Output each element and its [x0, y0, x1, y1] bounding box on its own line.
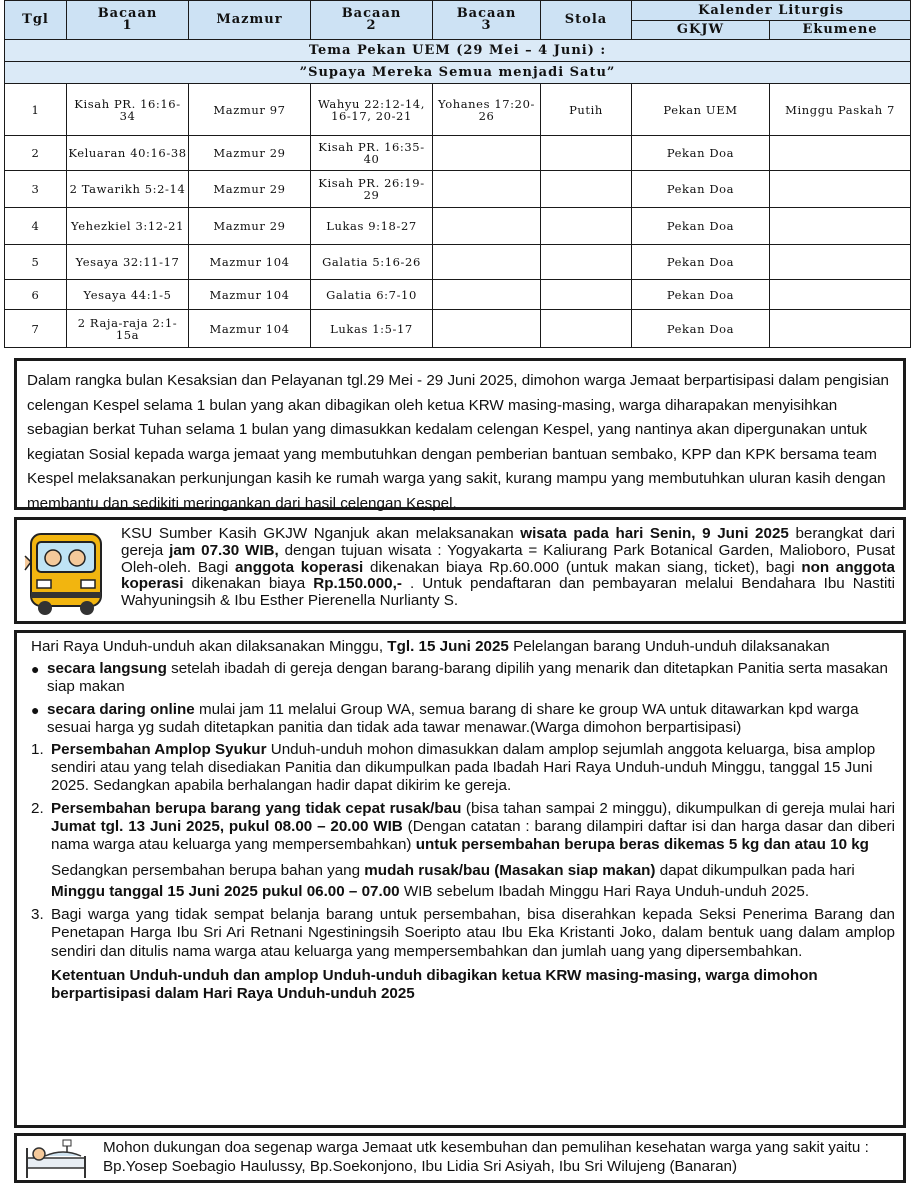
- cell-bacaan1: Kisah PR. 16:16-34: [67, 84, 189, 136]
- cell-mazmur: Mazmur 97: [189, 84, 311, 136]
- cell-bacaan2: Kisah PR. 26:19-29: [311, 171, 433, 208]
- school-bus-icon: [23, 526, 107, 618]
- cell-bacaan1: 2 Raja-raja 2:1-15a: [67, 310, 189, 348]
- table-row: [5, 245, 911, 280]
- cell-ekumene: [770, 136, 911, 171]
- table-row: [5, 280, 911, 310]
- cell-gkjw: Pekan Doa: [632, 171, 770, 208]
- liturgy-table: [4, 0, 911, 348]
- cell-bacaan2: Lukas 9:18-27: [311, 208, 433, 245]
- cell-bacaan2: Lukas 1:5-17: [311, 310, 433, 348]
- wisata-announcement: [14, 517, 906, 624]
- cell-bacaan1: Yehezkiel 3:12-21: [67, 208, 189, 245]
- header-bacaan-1: Bacaan 1: [67, 1, 189, 40]
- unduh-unduh-announcement: [14, 630, 906, 1128]
- cell-bacaan3: [433, 280, 541, 310]
- cell-tgl: 6: [5, 280, 67, 310]
- cell-stola: [541, 310, 632, 348]
- header-ekumene: Ekumene: [770, 21, 911, 40]
- cell-tgl: 4: [5, 208, 67, 245]
- cell-stola: [541, 136, 632, 171]
- cell-gkjw: Pekan Doa: [632, 136, 770, 171]
- theme-title: Tema Pekan UEM (29 Mei – 4 Juni) :: [5, 40, 911, 62]
- cell-bacaan2: Wahyu 22:12-14, 16-17, 20-21: [311, 84, 433, 136]
- cell-ekumene: [770, 208, 911, 245]
- cell-tgl: 2: [5, 136, 67, 171]
- cell-ekumene: [770, 310, 911, 348]
- cell-bacaan2: Galatia 6:7-10: [311, 280, 433, 310]
- cell-gkjw: Pekan Doa: [632, 208, 770, 245]
- cell-bacaan1: Keluaran 40:16-38: [67, 136, 189, 171]
- theme-quote: ”Supaya Mereka Semua menjadi Satu”: [5, 62, 911, 84]
- table-row: [5, 310, 911, 348]
- table-row: [5, 171, 911, 208]
- cell-stola: Putih: [541, 84, 632, 136]
- doa-announcement: [14, 1133, 906, 1183]
- header-bacaan-3: Bacaan 3: [433, 1, 541, 40]
- cell-bacaan3: [433, 208, 541, 245]
- unduh-intro: Hari Raya Unduh-unduh akan dilaksanakan Minggu, Tgl. 15 Juni 2025 Pelelangan barang Unduh-unduh dilaksanakan: [31, 638, 830, 655]
- cell-gkjw: Pekan Doa: [632, 245, 770, 280]
- cell-stola: [541, 280, 632, 310]
- sick-bed-icon: [23, 1138, 91, 1180]
- table-row: [5, 84, 911, 136]
- cell-stola: [541, 171, 632, 208]
- cell-bacaan3: Yohanes 17:20-26: [433, 84, 541, 136]
- table-row: [5, 208, 911, 245]
- cell-gkjw: Pekan UEM: [632, 84, 770, 136]
- cell-mazmur: Mazmur 29: [189, 136, 311, 171]
- cell-bacaan1: Yesaya 44:1-5: [67, 280, 189, 310]
- cell-bacaan3: [433, 136, 541, 171]
- kespel-announcement: [14, 358, 906, 510]
- cell-mazmur: Mazmur 29: [189, 208, 311, 245]
- wisata-text: KSU Sumber Kasih GKJW Nganjuk akan melaksanakan wisata pada hari Senin, 9 Juni 2025 berangkat dari gereja jam 07.30 WIB, dengan tujuan wisata : Yogyakarta = Kaliurang Park Botanical Garden, Malioboro, Pusat Oleh-oleh. Bagi anggota koperasi dikenakan biaya Rp.60.000 (untuk makan siang, ticket), bagi non anggota koperasi dikenakan biaya Rp.150.000,- . Untuk pendaftaran dan pembayaran melalui Bendahara Ibu Nastiti Wahyuningsih & Ibu Esther Pierenella Nurlianty S.: [121, 525, 895, 610]
- cell-mazmur: Mazmur 104: [189, 310, 311, 348]
- item-barang-masakan: Sedangkan persembahan berupa bahan yang mudah rusak/bau (Masakan siap makan) dapat dikumpulkan pada hari Minggu tanggal 15 Juni 2025 pukul 06.00 – 07.00 WIB sebelum Ibadah Minggu Hari Raya Unduh-unduh 2025.: [51, 862, 855, 901]
- cell-bacaan3: [433, 245, 541, 280]
- cell-bacaan3: [433, 310, 541, 348]
- cell-tgl: 5: [5, 245, 67, 280]
- bullet-langsung: ● secara langsung setelah ibadah di gereja dengan barang-barang dipilih yang menarik dan ditetapkan Panitia serta masakan siap makan: [31, 660, 888, 696]
- header-mazmur: Mazmur: [189, 1, 311, 40]
- cell-tgl: 7: [5, 310, 67, 348]
- cell-stola: [541, 245, 632, 280]
- cell-stola: [541, 208, 632, 245]
- cell-mazmur: Mazmur 104: [189, 280, 311, 310]
- header-stola: Stola: [541, 1, 632, 40]
- cell-bacaan2: Kisah PR. 16:35-40: [311, 136, 433, 171]
- header-bacaan-2: Bacaan 2: [311, 1, 433, 40]
- unduh-closing: Ketentuan Unduh-unduh dan amplop Unduh-unduh dibagikan ketua KRW masing-masing, warga dimohon berpartisipasi dalam Hari Raya Unduh-unduh 2025: [51, 966, 818, 1003]
- cell-bacaan3: [433, 171, 541, 208]
- table-row: [5, 136, 911, 171]
- item-amplop-syukur: 1. Persembahan Amplop Syukur Unduh-unduh mohon dimasukkan dalam amplop sejumlah anggota keluarga, bisa amplop sendiri atau yang telah disediakan Panitia dan dikumpulkan pada Ibadah Hari Raya Unduh-unduh Minggu, tanggal 15 Juni 2025. Sedangkan apabila berhalangan hadir dapat dikirim ke gereja.: [31, 741, 876, 795]
- cell-gkjw: Pekan Doa: [632, 280, 770, 310]
- kespel-text: Dalam rangka bulan Kesaksian dan Pelayanan tgl.29 Mei - 29 Juni 2025, dimohon warga Jemaat berpartisipasi dalam pengisian celengan Kespel selama 1 bulan yang akan dibagikan oleh ketua KRW masing-masing, warga diharapakan menyisihkan sebagian berkat Tuhan selama 1 bulan yang dimasukkan kedalam celengan Kespel, yang nantinya akan dipergunakan untuk kegiatan Sosial kepada warga jemaat yang membutuhkan dengan pemberian bantuan sembako, KPP dan KPK bersama team Kespel melaksanakan perkunjungan kasih ke rumah warga yang sakit, kurang mampu yang membutuhkan uluran kasih dengan membantu dan sedikiti meringankan dari hasil celengan Kespel.: [27, 372, 889, 512]
- cell-ekumene: [770, 171, 911, 208]
- bullet-daring: ● secara daring online mulai jam 11 melalui Group WA, semua barang di share ke group WA untuk ditawarkan kpd warga sesuai harga yg sudah ditetapkan panitia dan tidak ada tawar menawar.(Warga dimohon berpartisipasi): [31, 700, 859, 736]
- cell-tgl: 1: [5, 84, 67, 136]
- cell-ekumene: [770, 280, 911, 310]
- item-barang: 2. Persembahan berupa barang yang tidak cepat rusak/bau (bisa tahan sampai 2 minggu), dikumpulkan di gereja mulai hari Jumat tgl. 13 Juni 2025, pukul 08.00 – 20.00 WIB (Dengan catatan : barang dilampiri daftar isi dan harga dasar dan diberi nama warga atau keluarga yang mempersembahkan) untuk persembahan berupa beras dikemas 5 kg dan atau 10 kg: [31, 799, 895, 854]
- cell-mazmur: Mazmur 29: [189, 171, 311, 208]
- cell-ekumene: Minggu Paskah 7: [770, 84, 911, 136]
- cell-gkjw: Pekan Doa: [632, 310, 770, 348]
- cell-bacaan1: Yesaya 32:11-17: [67, 245, 189, 280]
- header-tgl: Tgl: [5, 1, 67, 40]
- cell-ekumene: [770, 245, 911, 280]
- item-uang: 3. Bagi warga yang tidak sempat belanja barang untuk persembahan, bisa diserahkan kepada Seksi Penerima Barang dan Penetapan Harga Ibu Sri Ari Retnani Ngestiningsih Soeripto atau Ibu Eka Kristanti Joko, dalam bentuk uang dalam amplop sendiri dan ditulis nama warga atau keluarga yang mempersembahkan dan jumlah uang yang dipersembahkan.: [31, 906, 895, 960]
- cell-mazmur: Mazmur 104: [189, 245, 311, 280]
- cell-tgl: 3: [5, 171, 67, 208]
- cell-bacaan1: 2 Tawarikh 5:2-14: [67, 171, 189, 208]
- cell-bacaan2: Galatia 5:16-26: [311, 245, 433, 280]
- header-gkjw: GKJW: [632, 21, 770, 40]
- doa-text: Mohon dukungan doa segenap warga Jemaat utk kesembuhan dan pemulihan kesehatan warga yang sakit yaitu : Bp.Yosep Soebagio Haulussy, Bp.Soekonjono, Ibu Lidia Sri Asiyah, Ibu Sri Wilujeng (Banaran): [103, 1139, 869, 1175]
- header-kalender-liturgis: Kalender Liturgis: [632, 1, 911, 21]
